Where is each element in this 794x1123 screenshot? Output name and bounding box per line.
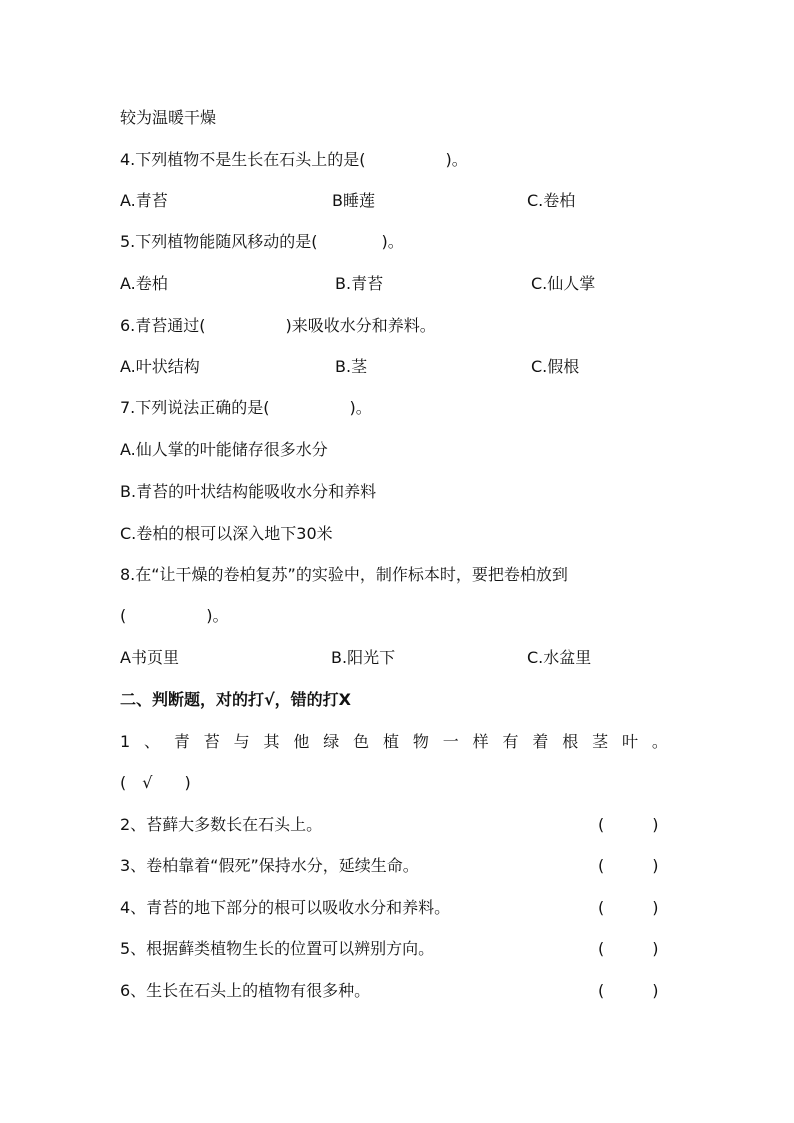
item-1-char: 其 [263,732,280,751]
question-6-option-b: B.茎 [335,357,368,376]
item-1-char: 青 [173,732,190,751]
question-8-stem-continuation: ( )。 [120,606,229,625]
judgement-item-1 [120,732,668,752]
item-1-char: 色 [353,732,370,751]
item-1-char: 有 [502,732,519,751]
question-5-stem: 5.下列植物能随风移动的是( )。 [120,232,404,251]
question-4-option-c: C.卷柏 [527,191,576,210]
question-7-stem: 7.下列说法正确的是( )。 [120,398,372,417]
judgement-item-6-bracket: ( ) [598,981,659,1000]
question-7-option-a: A.仙人掌的叶能储存很多水分 [120,440,328,459]
judgement-item-4: 4、青苔的地下部分的根可以吸收水分和养料。 [120,898,451,917]
item-1-char: 茎 [592,732,609,751]
item-1-char: 根 [562,732,579,751]
item-1-char: 植 [383,732,400,751]
question-5-option-b: B.青苔 [335,274,384,293]
question-4-option-b: B睡莲 [332,191,375,210]
judgement-item-3: 3、卷柏靠着“假死”保持水分，延续生命。 [120,856,419,875]
item-1-char: 他 [293,732,310,751]
question-6-option-a: A.叶状结构 [120,357,200,376]
judgement-item-5: 5、根据藓类植物生长的位置可以辨别方向。 [120,939,435,958]
question-6-option-c: C.假根 [531,357,580,376]
judgement-item-1-answer: ( √ ) [120,773,191,792]
item-1-char: 样 [472,732,489,751]
item-1-char: 苔 [203,732,220,751]
question-8-option-a: A书页里 [120,648,179,667]
item-1-char: 一 [442,732,459,751]
question-6-stem: 6.青苔通过( )来吸收水分和养料。 [120,316,436,335]
section-2-title: 二、判断题，对的打√，错的打X [120,690,352,709]
item-1-char: 1 [120,732,131,751]
question-8-option-b: B.阳光下 [331,648,396,667]
judgement-item-5-bracket: ( ) [598,939,659,958]
question-7-option-b: B.青苔的叶状结构能吸收水分和养料 [120,482,377,501]
judgement-item-3-bracket: ( ) [598,856,659,875]
question-5-option-a: A.卷柏 [120,274,168,293]
question-5-option-c: C.仙人掌 [531,274,596,293]
question-8-stem: 8.在“让干燥的卷柏复苏”的实验中，制作标本时，要把卷柏放到 [120,565,568,584]
question-4-stem: 4.下列植物不是生长在石头上的是( )。 [120,150,468,169]
judgement-item-2-bracket: ( ) [598,815,659,834]
question-7-option-c: C.卷柏的根可以深入地下30米 [120,524,333,543]
judgement-item-4-bracket: ( ) [598,898,659,917]
item-1-char: 。 [651,732,668,751]
item-1-char: 物 [412,732,429,751]
item-1-char: 叶 [622,732,639,751]
carry-over-line: 较为温暖干燥 [120,108,217,127]
question-8-option-c: C.水盆里 [527,648,592,667]
question-4-option-a: A.青苔 [120,191,168,210]
judgement-item-6: 6、生长在石头上的植物有很多种。 [120,981,371,1000]
item-1-char: 、 [144,732,161,751]
item-1-char: 着 [532,732,549,751]
judgement-item-2: 2、苔藓大多数长在石头上。 [120,815,323,834]
item-1-char: 与 [233,732,250,751]
item-1-char: 绿 [323,732,340,751]
